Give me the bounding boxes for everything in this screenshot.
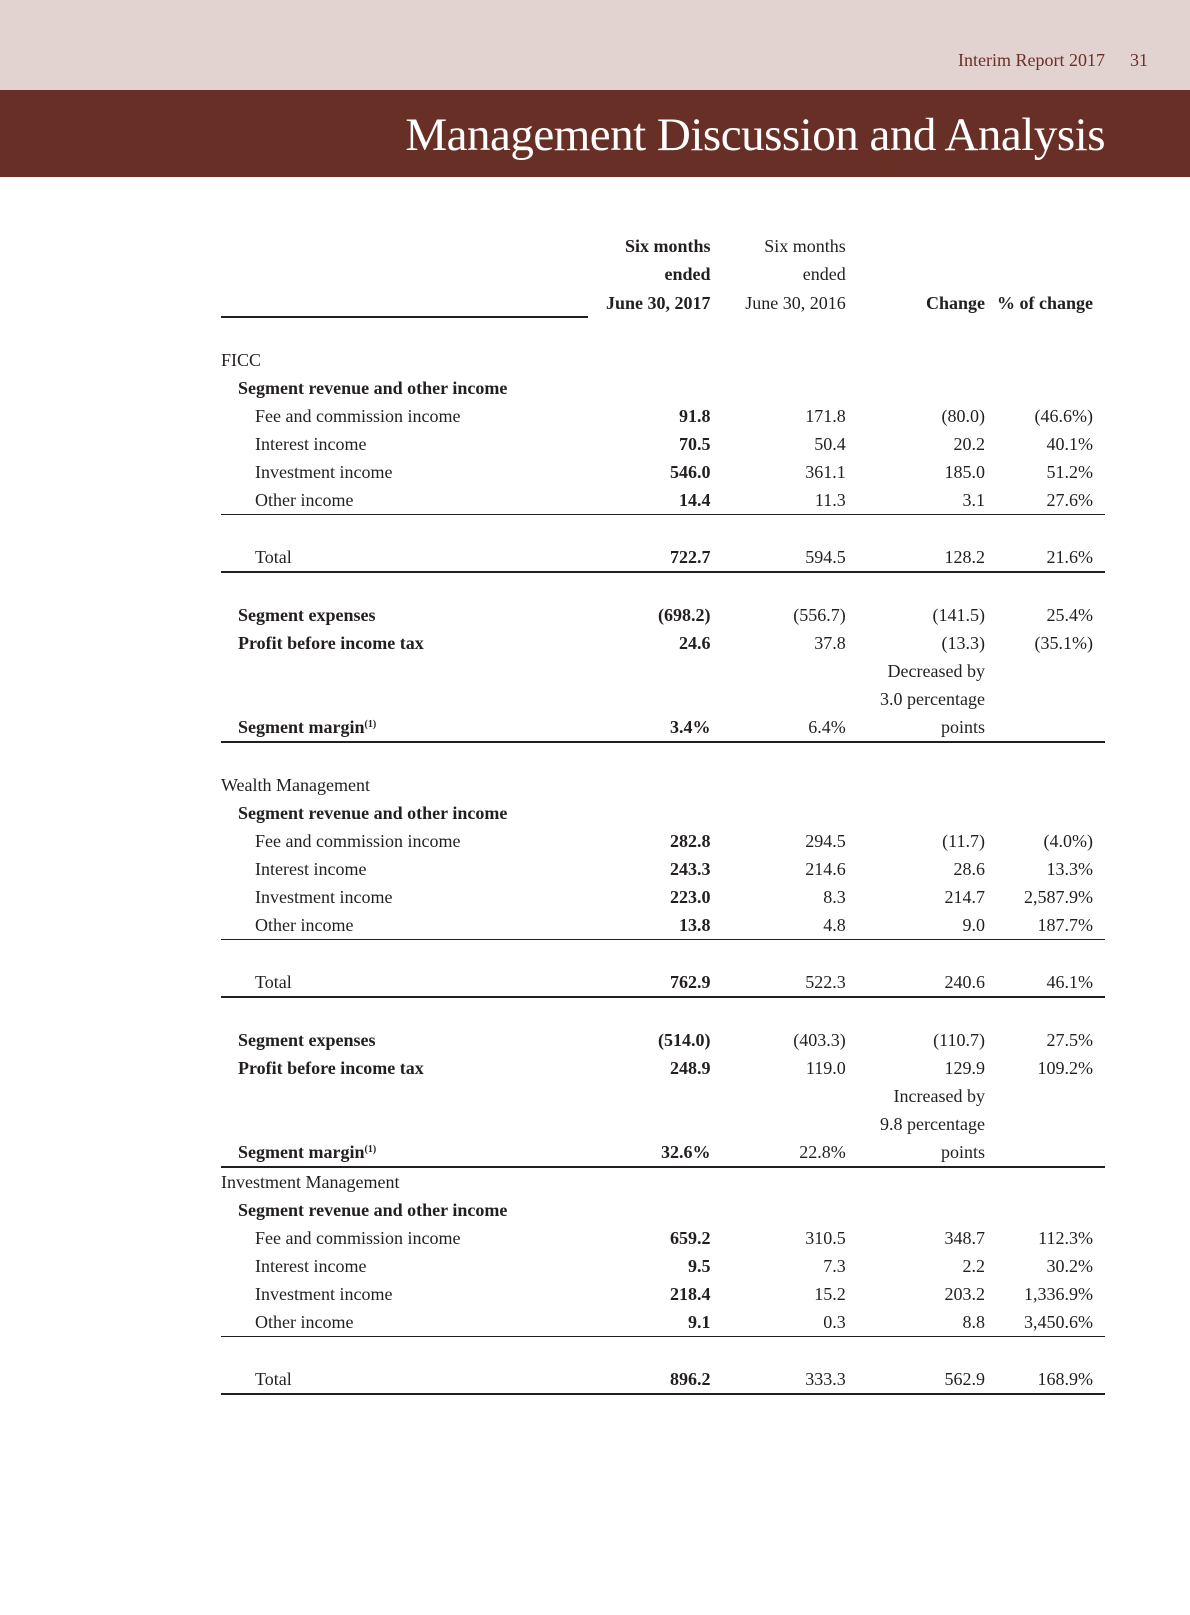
table-row — [221, 402, 1105, 430]
footnote-marker: (1) — [364, 1144, 377, 1155]
value-pct: 27.6% — [997, 486, 1105, 515]
value-change: (141.5) — [932, 605, 985, 625]
row-label: Profit before income tax — [238, 1058, 424, 1078]
row-label: Fee and commission income — [255, 1228, 461, 1248]
table-row — [221, 430, 1105, 458]
value-pct: 2,587.9% — [1024, 887, 1093, 907]
value-change: (11.7) — [942, 831, 985, 851]
footnote-marker: (1) — [364, 719, 377, 730]
value-pct: 21.6% — [997, 543, 1105, 572]
section-investment-management — [221, 1167, 1105, 1394]
row-label: Total — [221, 968, 588, 997]
value-change: 20.2 — [953, 434, 985, 454]
value-pct: 25.4% — [1046, 605, 1093, 625]
col-header-prev-line3: June 30, 2016 — [745, 293, 846, 313]
value-cur: (698.2) — [658, 605, 711, 625]
value-cur: 896.2 — [588, 1365, 722, 1394]
section-ficc — [221, 317, 1105, 742]
margin-row — [221, 713, 1105, 742]
expenses-row — [221, 601, 1105, 629]
value-change: 562.9 — [858, 1365, 997, 1394]
value-cur: 282.8 — [670, 831, 711, 851]
value-prev: 7.3 — [823, 1256, 846, 1276]
value-prev: 8.3 — [823, 887, 846, 907]
value-pct: 30.2% — [1046, 1256, 1093, 1276]
value-prev: 15.2 — [814, 1284, 846, 1304]
margin-row — [221, 1138, 1105, 1167]
table-row — [221, 1280, 1105, 1308]
margin-label: Segment margin — [238, 717, 365, 737]
margin-change-line: points — [858, 713, 997, 742]
margin-change-line: Decreased by — [887, 661, 985, 681]
value-prev: 594.5 — [723, 543, 858, 572]
value-cur: 3.4% — [588, 713, 722, 742]
value-cur: 91.8 — [679, 406, 711, 426]
value-prev: 0.3 — [723, 1308, 858, 1337]
value-cur: 13.8 — [588, 911, 722, 940]
value-pct: (46.6%) — [1034, 406, 1093, 426]
table-row — [221, 855, 1105, 883]
row-label: Fee and commission income — [255, 406, 461, 426]
revenue-heading: Segment revenue and other income — [238, 803, 508, 823]
revenue-heading: Segment revenue and other income — [238, 378, 508, 398]
value-pct: 3,450.6% — [997, 1308, 1105, 1337]
value-change: 28.6 — [953, 859, 985, 879]
value-change: 2.2 — [962, 1256, 985, 1276]
value-cur: 243.3 — [670, 859, 711, 879]
row-label: Interest income — [255, 434, 367, 454]
row-label: Other income — [221, 486, 588, 515]
value-cur: 24.6 — [679, 633, 711, 653]
row-label: Investment income — [255, 887, 393, 907]
page-number: 31 — [1130, 50, 1148, 70]
value-prev: 6.4% — [723, 713, 858, 742]
page-title: Management Discussion and Analysis — [405, 109, 1105, 161]
value-pct: 40.1% — [1046, 434, 1093, 454]
revenue-heading: Segment revenue and other income — [238, 1200, 508, 1220]
table-row — [221, 911, 1105, 940]
section-wealth-management — [221, 742, 1105, 1167]
value-pct: 46.1% — [997, 968, 1105, 997]
value-prev: 522.3 — [723, 968, 858, 997]
total-row — [221, 543, 1105, 572]
value-prev: 119.0 — [805, 1058, 846, 1078]
value-change: (110.7) — [933, 1030, 985, 1050]
value-cur: 9.5 — [688, 1256, 711, 1276]
row-label: Investment income — [255, 1284, 393, 1304]
value-pct: (4.0%) — [1043, 831, 1093, 851]
value-change: 214.7 — [944, 887, 985, 907]
value-cur: 70.5 — [679, 434, 711, 454]
value-pct: 187.7% — [997, 911, 1105, 940]
table-row — [221, 486, 1105, 515]
value-cur: 9.1 — [588, 1308, 722, 1337]
value-prev: 37.8 — [814, 633, 846, 653]
value-change: 203.2 — [944, 1284, 985, 1304]
value-change: (13.3) — [941, 633, 985, 653]
col-header-cur-line2: ended — [664, 264, 711, 284]
col-header-cur-line1: Six months — [625, 236, 711, 256]
value-cur: 722.7 — [588, 543, 722, 572]
value-change: 128.2 — [858, 543, 997, 572]
col-header-prev-line1: Six months — [764, 236, 846, 256]
value-pct: 51.2% — [1046, 462, 1093, 482]
value-change: 240.6 — [858, 968, 997, 997]
value-pct: 109.2% — [1037, 1058, 1093, 1078]
margin-change-line: Increased by — [893, 1086, 985, 1106]
col-header-cur-line3: June 30, 2017 — [606, 293, 711, 313]
col-header-change: Change — [925, 293, 985, 313]
value-pct: 27.5% — [1046, 1030, 1093, 1050]
value-prev: 361.1 — [805, 462, 846, 482]
value-cur: 32.6% — [588, 1138, 722, 1167]
value-cur: (514.0) — [658, 1030, 711, 1050]
value-change: 3.1 — [858, 486, 997, 515]
value-prev: 22.8% — [723, 1138, 858, 1167]
row-label: Interest income — [255, 1256, 367, 1276]
margin-change-line: 3.0 percentage — [880, 689, 985, 709]
top-band — [0, 0, 1190, 90]
value-prev: 333.3 — [723, 1365, 858, 1394]
col-header-prev-line2: ended — [802, 264, 846, 284]
row-label — [221, 1138, 588, 1167]
value-prev: 171.8 — [805, 406, 846, 426]
section-title: Wealth Management — [221, 775, 370, 795]
value-pct: (35.1%) — [1034, 633, 1093, 653]
value-cur: 762.9 — [588, 968, 722, 997]
value-cur: 14.4 — [588, 486, 722, 515]
section-title: FICC — [221, 350, 262, 370]
row-label: Profit before income tax — [238, 633, 424, 653]
row-label: Total — [221, 1365, 588, 1394]
value-pct: 168.9% — [997, 1365, 1105, 1394]
margin-change-line: 9.8 percentage — [880, 1114, 985, 1134]
value-pct: 13.3% — [1046, 859, 1093, 879]
table-row — [221, 883, 1105, 911]
row-label: Total — [221, 543, 588, 572]
expenses-row — [221, 1026, 1105, 1054]
col-header-pct-change: % of change — [997, 293, 1093, 313]
value-prev: 294.5 — [805, 831, 846, 851]
value-pct: 1,336.9% — [1024, 1284, 1093, 1304]
value-change: 129.9 — [944, 1058, 985, 1078]
table-row — [221, 1224, 1105, 1252]
value-cur: 659.2 — [670, 1228, 711, 1248]
value-prev: (556.7) — [793, 605, 846, 625]
profit-row — [221, 1054, 1105, 1082]
table-row — [221, 827, 1105, 855]
table-row — [221, 1308, 1105, 1337]
value-change: 8.8 — [858, 1308, 997, 1337]
segment-results-table — [221, 232, 1105, 1395]
row-label — [221, 713, 588, 742]
profit-row — [221, 629, 1105, 657]
table-row — [221, 1252, 1105, 1280]
row-label: Interest income — [255, 859, 367, 879]
value-cur: 546.0 — [670, 462, 711, 482]
row-label: Other income — [221, 1308, 588, 1337]
row-label: Investment income — [255, 462, 393, 482]
total-row — [221, 968, 1105, 997]
value-prev: 11.3 — [723, 486, 858, 515]
value-prev: 50.4 — [814, 434, 846, 454]
section-title: Investment Management — [221, 1172, 400, 1192]
value-cur: 218.4 — [670, 1284, 711, 1304]
margin-label: Segment margin — [238, 1142, 365, 1162]
total-row — [221, 1365, 1105, 1394]
value-change: 185.0 — [944, 462, 985, 482]
value-prev: 4.8 — [723, 911, 858, 940]
row-label: Fee and commission income — [255, 831, 461, 851]
value-cur: 248.9 — [670, 1058, 711, 1078]
row-label: Segment expenses — [238, 1030, 376, 1050]
value-pct: 112.3% — [1038, 1228, 1093, 1248]
value-change: (80.0) — [941, 406, 985, 426]
margin-change-line: points — [858, 1138, 997, 1167]
value-change: 348.7 — [944, 1228, 985, 1248]
value-prev: (403.3) — [793, 1030, 846, 1050]
value-prev: 310.5 — [805, 1228, 846, 1248]
table-row — [221, 458, 1105, 486]
value-cur: 223.0 — [670, 887, 711, 907]
value-prev: 214.6 — [805, 859, 846, 879]
row-label: Segment expenses — [238, 605, 376, 625]
value-change: 9.0 — [858, 911, 997, 940]
row-label: Other income — [221, 911, 588, 940]
report-label: Interim Report 2017 — [958, 50, 1105, 70]
